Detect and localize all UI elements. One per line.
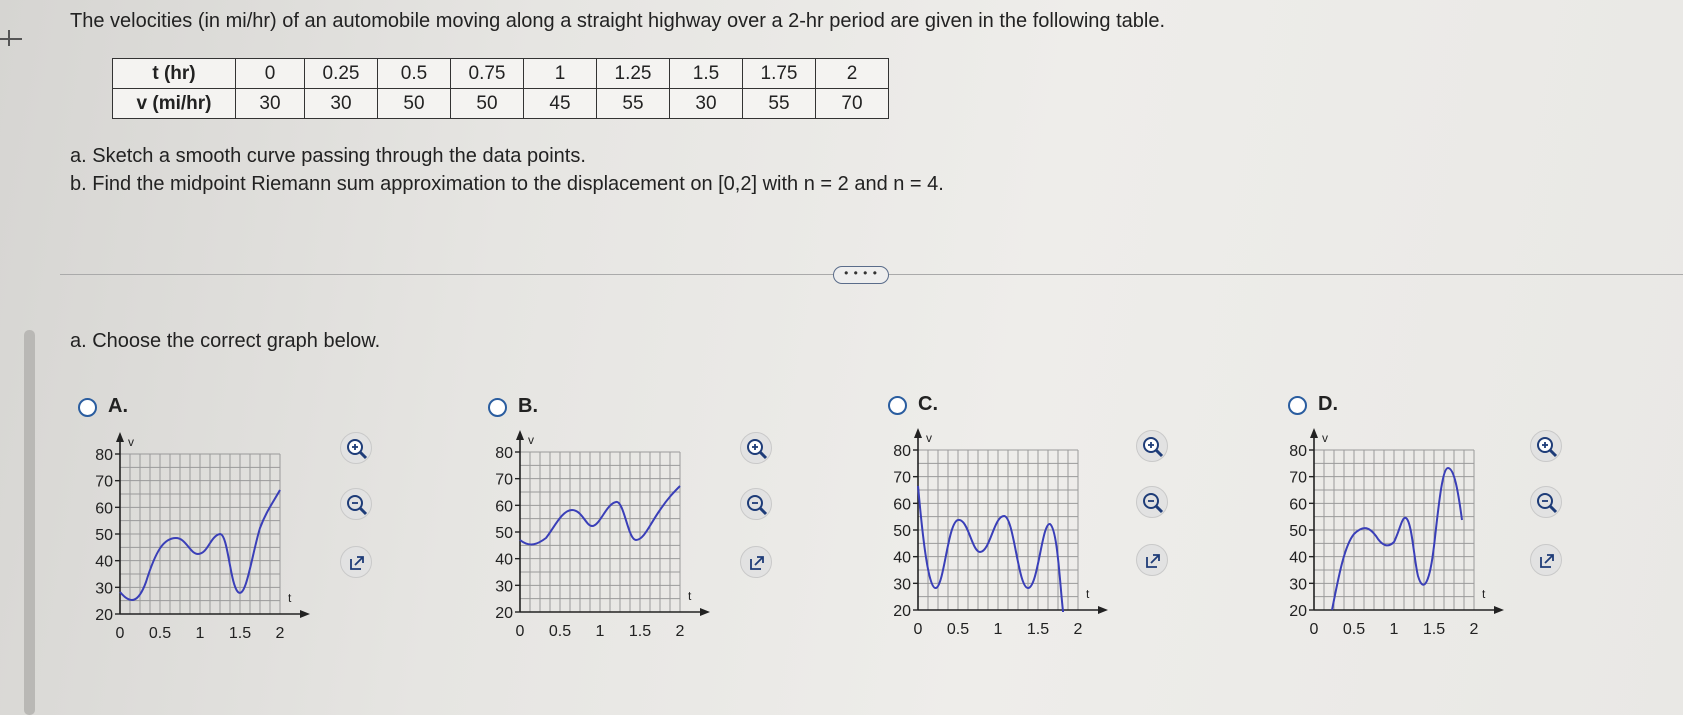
v-cell: 50 (451, 89, 524, 119)
y-tick-label: 40 (1289, 549, 1307, 567)
v-cell: 50 (378, 89, 451, 119)
x-tick-label: 0 (913, 621, 923, 638)
back-arrow-icon-stem (8, 30, 10, 46)
x-tick-label: 1.5 (1422, 621, 1446, 638)
t-cell: 1.25 (597, 59, 670, 89)
x-tick-label: 1 (1389, 621, 1399, 638)
popout-icon[interactable] (1530, 544, 1562, 576)
t-cell: 1.75 (743, 59, 816, 89)
v-header: v (mi/hr) (113, 89, 236, 119)
v-cell: 30 (670, 89, 743, 119)
velocity-curve (918, 486, 1064, 620)
velocity-row (113, 89, 889, 119)
x-tick-label: 0 (1309, 621, 1319, 638)
x-axis-label: t (288, 591, 292, 605)
x-tick-label: 2 (1073, 621, 1083, 638)
zoom-in-icon[interactable] (740, 432, 772, 464)
y-tick-label: 40 (495, 551, 513, 569)
popout-icon[interactable] (1136, 544, 1168, 576)
zoom-in-icon-glyph (1531, 431, 1563, 463)
t-cell: 1 (524, 59, 597, 89)
zoom-in-icon[interactable] (1136, 430, 1168, 462)
y-axis-label: v (1322, 431, 1328, 445)
y-tick-label: 70 (1289, 469, 1307, 487)
scrollbar[interactable] (24, 330, 35, 715)
x-tick-label: 0.5 (946, 621, 970, 638)
popout-icon-glyph (341, 547, 373, 579)
popout-icon-glyph (741, 547, 773, 579)
x-tick-label: 1 (195, 625, 205, 642)
y-tick-label: 70 (95, 473, 113, 491)
y-tick-label: 70 (893, 469, 911, 487)
y-tick-label: 50 (495, 525, 513, 542)
option-graph-c (878, 426, 1108, 686)
y-tick-label: 30 (893, 576, 911, 594)
popout-icon-glyph (1137, 545, 1169, 577)
time-row (113, 59, 889, 89)
x-tick-label: 2 (275, 625, 285, 642)
x-tick-label: 1.5 (628, 623, 652, 640)
y-tick-label: 30 (495, 578, 513, 596)
show-more-button[interactable]: • • • • (833, 266, 889, 284)
y-tick-label: 50 (95, 527, 113, 544)
t-cell: 0.75 (451, 59, 524, 89)
zoom-in-icon[interactable] (1530, 430, 1562, 462)
y-axis-arrow (516, 430, 524, 440)
x-tick-label: 2 (1469, 621, 1479, 638)
zoom-out-icon[interactable] (1136, 486, 1168, 518)
y-tick-label: 20 (1289, 603, 1307, 620)
option-label-d[interactable]: D. (1318, 393, 1338, 415)
t-cell: 2 (816, 59, 889, 89)
y-axis-label: v (128, 435, 134, 449)
y-tick-label: 50 (893, 523, 911, 540)
x-tick-label: 1.5 (228, 625, 252, 642)
y-axis-arrow (116, 432, 124, 442)
option-label-c[interactable]: C. (918, 393, 938, 415)
x-axis-label: t (688, 589, 692, 603)
zoom-out-icon[interactable] (1530, 486, 1562, 518)
y-tick-label: 20 (495, 605, 513, 622)
option-label-a[interactable]: A. (108, 395, 128, 417)
velocity-curve (1332, 468, 1462, 610)
y-tick-label: 60 (1289, 496, 1307, 514)
x-tick-label: 1.5 (1026, 621, 1050, 638)
option-graph-b (480, 428, 710, 688)
x-tick-label: 1 (993, 621, 1003, 638)
x-axis-arrow (300, 610, 310, 618)
y-tick-label: 80 (95, 447, 113, 464)
t-cell: 0 (236, 59, 305, 89)
v-cell: 55 (743, 89, 816, 119)
t-cell: 0.5 (378, 59, 451, 89)
y-tick-label: 70 (495, 471, 513, 489)
v-cell: 55 (597, 89, 670, 119)
answer-prompt: a. Choose the correct graph below. (70, 330, 381, 352)
option-label-b[interactable]: B. (518, 395, 538, 417)
x-tick-label: 1 (595, 623, 605, 640)
v-cell: 45 (524, 89, 597, 119)
y-tick-label: 40 (95, 553, 113, 571)
y-tick-label: 40 (893, 549, 911, 567)
y-axis-arrow (914, 428, 922, 438)
x-axis-label: t (1482, 587, 1486, 601)
v-cell: 30 (305, 89, 378, 119)
x-tick-label: 0.5 (548, 623, 572, 640)
y-tick-label: 50 (1289, 523, 1307, 540)
zoom-in-icon-glyph (1137, 431, 1169, 463)
popout-icon[interactable] (740, 546, 772, 578)
x-tick-label: 0 (515, 623, 525, 640)
y-axis-label: v (528, 433, 534, 447)
zoom-out-icon[interactable] (740, 488, 772, 520)
x-tick-label: 0.5 (1342, 621, 1366, 638)
zoom-out-icon[interactable] (340, 488, 372, 520)
y-tick-label: 60 (893, 496, 911, 514)
x-axis-arrow (1098, 606, 1108, 614)
v-cell: 30 (236, 89, 305, 119)
zoom-out-icon-glyph (341, 489, 373, 521)
zoom-in-icon[interactable] (340, 432, 372, 464)
option-radio-c[interactable] (888, 396, 907, 415)
v-cell: 70 (816, 89, 889, 119)
y-tick-label: 20 (95, 607, 113, 624)
option-radio-d[interactable] (1288, 396, 1307, 415)
question-part-a: a. Sketch a smooth curve passing through the data points. (70, 145, 586, 167)
option-graph-d (1274, 426, 1504, 686)
x-tick-label: 2 (675, 623, 685, 640)
y-tick-label: 20 (893, 603, 911, 620)
t-cell: 0.25 (305, 59, 378, 89)
t-header: t (hr) (113, 59, 236, 89)
zoom-out-icon-glyph (1531, 487, 1563, 519)
y-tick-label: 60 (495, 498, 513, 516)
y-tick-label: 60 (95, 500, 113, 518)
x-tick-label: 0 (115, 625, 125, 642)
question-intro: The velocities (in mi/hr) of an automobile moving along a straight highway over a 2-hr period are given in the following table. (70, 10, 1166, 32)
zoom-in-icon-glyph (741, 433, 773, 465)
x-axis-arrow (1494, 606, 1504, 614)
back-arrow-icon[interactable] (0, 38, 22, 40)
y-tick-label: 80 (1289, 443, 1307, 460)
t-cell: 1.5 (670, 59, 743, 89)
option-radio-a[interactable] (78, 398, 97, 417)
y-axis-label: v (926, 431, 932, 445)
zoom-out-icon-glyph (741, 489, 773, 521)
option-graph-a (80, 430, 310, 690)
y-tick-label: 30 (95, 580, 113, 598)
y-tick-label: 80 (893, 443, 911, 460)
popout-icon-glyph (1531, 545, 1563, 577)
x-axis-arrow (700, 608, 710, 616)
zoom-in-icon-glyph (341, 433, 373, 465)
y-tick-label: 30 (1289, 576, 1307, 594)
x-axis-label: t (1086, 587, 1090, 601)
y-axis-arrow (1310, 428, 1318, 438)
question-part-b: b. Find the midpoint Riemann sum approximation to the displacement on [0,2] with n = 2 and n = 4. (70, 173, 944, 195)
y-tick-label: 80 (495, 445, 513, 462)
zoom-out-icon-glyph (1137, 487, 1169, 519)
x-tick-label: 0.5 (148, 625, 172, 642)
option-radio-b[interactable] (488, 398, 507, 417)
popout-icon[interactable] (340, 546, 372, 578)
velocity-table (112, 58, 889, 119)
